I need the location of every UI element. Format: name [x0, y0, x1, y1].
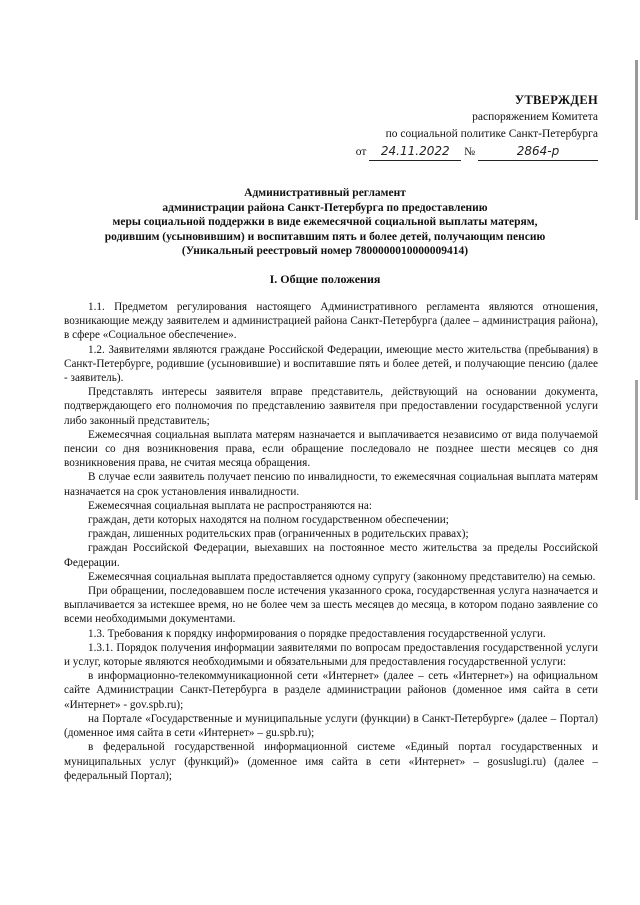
paragraph: Ежемесячная социальная выплата предоставляется одному супругу (законному представителю) на семью.: [88, 570, 596, 583]
title-line: родившим (усыновившим) и воспитавшим пять и более детей, получающим пенсию: [104, 230, 546, 243]
paragraph: Ежемесячная социальная выплата не распространяются на:: [88, 499, 372, 512]
title-line: меры социальной поддержки в виде ежемесячной социальной выплаты матерям,: [112, 216, 538, 228]
scan-edge: [635, 60, 638, 860]
paragraph: граждан, лишенных родительских прав (ограниченных в родительских правах);: [88, 528, 469, 541]
approval-line-2: по социальной политике Санкт-Петербурга: [385, 128, 598, 140]
paragraph: граждан, дети которых находятся на полном государственном обеспечении;: [88, 514, 449, 527]
from-label: от: [355, 146, 367, 158]
paragraph: в информационно-телекоммуникационной сети «Интернет» (далее – сеть «Интернет») на официальном сайте Администрации Санкт-Петербурга в разделе администрации районов (доменное имя сайта в сети «Интернет» - gov.spb.ru);: [64, 670, 598, 711]
paragraph: граждан Российской Федерации, выехавших на постоянное место жительства за пределы Российской Федерации.: [64, 542, 598, 569]
paragraph: Представлять интересы заявителя вправе представитель, действующий на основании документа, подтверждающего его полномочия по представлению заявителя при предоставлении государственной услуги либо законный представитель;: [64, 386, 598, 427]
approval-date-line: [356, 143, 598, 161]
title-line: (Уникальный реестровый номер 7800000010000009414): [181, 245, 469, 257]
paragraph: 1.1. Предметом регулирования настоящего Административного регламента являются отношения, возникающие между заявителем и администрацией района Санкт-Петербурга (далее – администрация района), в сфере «Социальное обеспечение».: [64, 301, 598, 342]
approval-block: [356, 92, 598, 161]
document-body: [64, 300, 598, 783]
paragraph: 1.2. Заявителями являются граждане Российской Федерации, имеющие место жительства (пребывания) в Санкт-Петербурге, родившие (усыновившие) и воспитавшие пять и более детей, и получающие пенсию (далее - заявитель).: [64, 343, 598, 385]
approval-line-1: распоряжением Комитета: [472, 111, 598, 123]
approval-title: УТВЕРЖДЕН: [514, 93, 598, 107]
paragraph: В случае если заявитель получает пенсию по инвалидности, то ежемесячная социальная выплата матерям назначается на срок установления инвалидности.: [64, 471, 598, 498]
title-line: Административный регламент: [244, 187, 406, 199]
document-title: [30, 186, 620, 259]
approval-number: 2864-р: [478, 143, 598, 161]
paragraph: При обращении, последовавшем после истечения указанного срока, государственная услуга назначается и выплачивается за истекшее время, но не более чем за шесть месяцев до месяца, в котором подано заявление со всеми необходимыми документами.: [64, 585, 598, 626]
number-label: №: [464, 146, 476, 158]
paragraph: в федеральной государственной информационной системе «Единый портал государственных и муниципальных услуг (функций)» (доменное имя сайта в сети «Интернет» – gosuslugi.ru) (далее – федеральный Портал);: [64, 741, 598, 782]
title-line: администрации района Санкт-Петербурга по предоставлению: [162, 201, 488, 214]
section-heading: I. Общие положения: [269, 272, 381, 286]
approval-date: 24.11.2022: [369, 143, 461, 161]
paragraph: на Портале «Государственные и муниципальные услуги (функции) в Санкт-Петербурге» (далее – Портал) (доменное имя сайта в сети «Интернет» – gu.spb.ru);: [64, 712, 598, 740]
paragraph: 1.3. Требования к порядку информирования о порядке предоставления государственной услуги.: [88, 627, 546, 640]
paragraph: Ежемесячная социальная выплата матерям назначается и выплачивается независимо от вида получаемой пенсии со дня возникновения права, если обращение последовало не позднее шести месяцев со дня возникновения права, не считая месяца обращения.: [64, 428, 598, 470]
paragraph: 1.3.1. Порядок получения информации заявителями по вопросам предоставления государственной услуги и услуг, которые являются необходимыми и обязательными для предоставления государственной услуги:: [64, 641, 598, 669]
